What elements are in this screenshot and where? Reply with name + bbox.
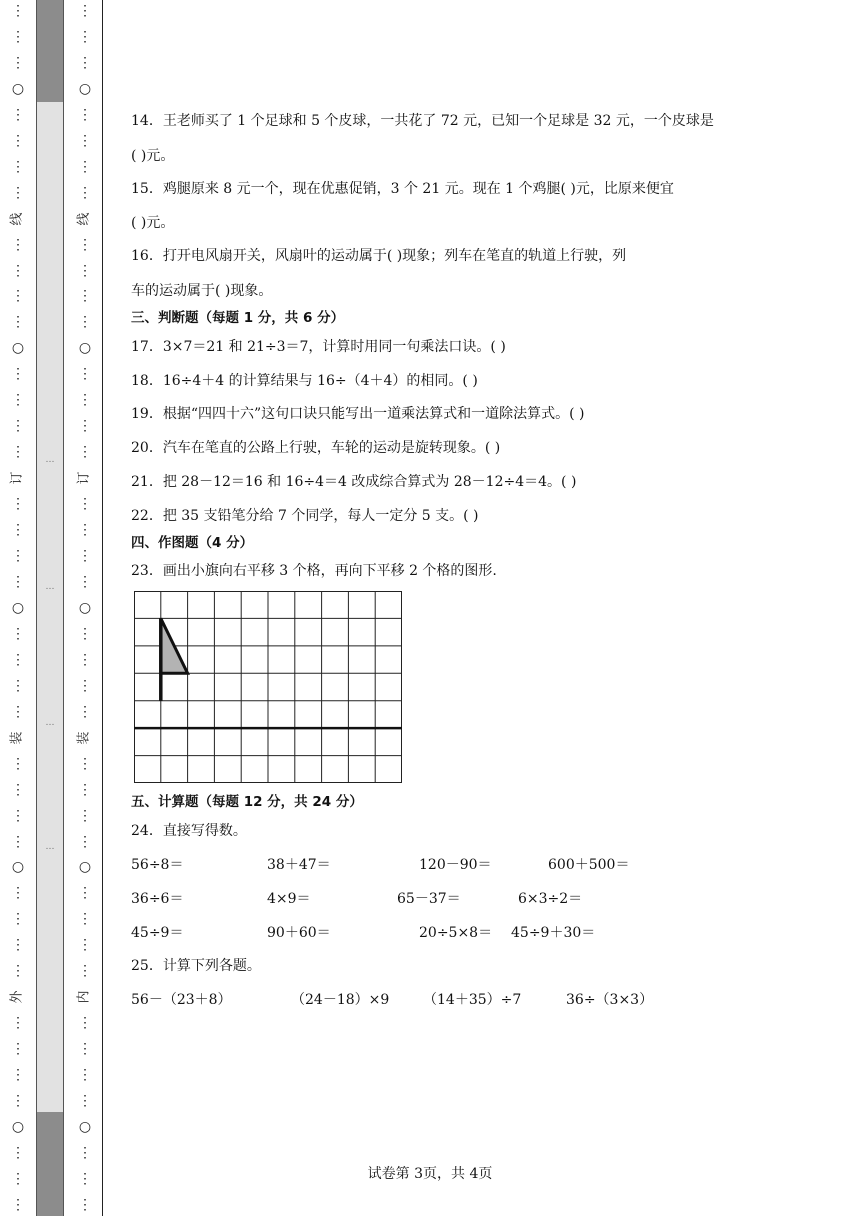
page-footer: 试卷第 3页，共 4页 [367,1166,493,1182]
dot-mark: ⋮ [11,833,25,850]
dot-mark: ⋮ [11,288,25,305]
circle-mark: ○ [11,80,25,97]
question-23: 23．画出小旗向右平移 3 个格，再向下平移 2 个格的图形. [131,563,497,579]
dot-mark: ⋮ [11,703,25,720]
q25-item: （14＋35）÷7 [423,992,522,1008]
binding-label: 装 [76,731,92,745]
section-4-title: 四、作图题（4 分） [131,535,254,551]
calc-item: 36÷6＝ [131,891,184,907]
calc-item: 20÷5×8＝ [419,925,493,941]
dot-mark: ⋮ [11,236,25,253]
question-14-line2: ( )元。 [131,148,175,164]
dot-mark: ⋮ [11,184,25,201]
dot-mark: ⋮ [11,1170,25,1187]
dot-mark: ⋮ [11,963,25,980]
calc-item: 56÷8＝ [131,857,184,873]
dot-mark: ⋮ [11,366,25,383]
dot-mark: ⋮ [78,1170,92,1187]
dot-mark: ⋮ [78,911,92,928]
section-3-title: 三、判断题（每题 1 分，共 6 分） [131,310,345,326]
dot-mark: ⋮ [11,677,25,694]
calc-item: 4×9＝ [267,891,311,907]
binding-margin [0,0,105,1216]
dot-mark: ⋮ [78,755,92,772]
dot-mark: ⋮ [11,262,25,279]
binding-label: 订 [9,471,25,485]
dot-mark: ⋮ [11,132,25,149]
binding-label: 内 [76,990,92,1004]
dot-mark: ⋮ [78,288,92,305]
binding-label: 线 [9,212,25,226]
question-25: 25．计算下列各题。 [131,958,261,974]
question-15-line2: ( )元。 [131,215,175,231]
question-24: 24．直接写得数。 [131,823,247,839]
dot-mark: ⋮ [78,1196,92,1213]
dot-mark: ⋮ [78,236,92,253]
dot-mark: ⋮ [78,625,92,642]
circle-mark: ○ [11,859,25,876]
q25-item: 36÷（3×3） [566,992,654,1008]
dot-mark: ⋮ [78,418,92,435]
binding-label: 订 [76,471,92,485]
dot-mark: ⋮ [78,963,92,980]
circle-mark: ○ [11,599,25,616]
calc-item: 6×3÷2＝ [518,891,583,907]
calc-item: 90＋60＝ [267,925,331,941]
dot-mark: ⋮ [78,522,92,539]
dot-mark: ⋮ [11,651,25,668]
dot-mark: ⋮ [11,885,25,902]
calc-item: 65－37＝ [397,891,461,907]
circle-mark: ○ [78,1118,92,1135]
question-16-line1: 16．打开电风扇开关，风扇叶的运动属于( )现象；列车在笔直的轨道上行驶，列 [131,248,627,264]
dot-mark: ⋮ [78,106,92,123]
dot-mark: ⋮ [11,158,25,175]
question-20: 20．汽车在笔直的公路上行驶，车轮的运动是旋转现象。( ) [131,440,501,456]
dot-mark: ⋮ [11,1041,25,1058]
dot-mark: ⋮ [78,158,92,175]
question-19: 19．根据“四四十六”这句口诀只能写出一道乘法算式和一道除法算式。( ) [131,406,585,422]
dot-mark: ⋮ [11,937,25,954]
dot-mark: ⋮ [11,496,25,513]
dot-mark: ⋮ [78,28,92,45]
circle-mark: ○ [11,1118,25,1135]
circle-mark: ○ [78,859,92,876]
question-16-line2: 车的运动属于( )现象。 [131,283,273,299]
dot-mark: ⋮ [78,132,92,149]
calc-item: 38＋47＝ [267,857,331,873]
dot-mark: ⋮ [78,496,92,513]
dot-mark: ⋮ [78,885,92,902]
circle-mark: ○ [78,340,92,357]
strip-mark: … [45,718,55,728]
binding-strip [36,0,64,1216]
outer-dotted-line [7,0,29,1216]
dot-mark: ⋮ [78,1144,92,1161]
dot-mark: ⋮ [11,573,25,590]
dot-mark: ⋮ [78,1015,92,1032]
inner-dotted-line [74,0,96,1216]
dot-mark: ⋮ [78,677,92,694]
dot-mark: ⋮ [78,833,92,850]
grid-svg [134,591,402,783]
margin-rule [102,0,103,1216]
strip-mark: … [45,455,55,465]
dot-mark: ⋮ [11,1015,25,1032]
question-22: 22．把 35 支铅笔分给 7 个同学，每人一定分 5 支。( ) [131,508,479,524]
dot-mark: ⋮ [11,444,25,461]
dot-mark: ⋮ [11,106,25,123]
dot-mark: ⋮ [78,807,92,824]
strip-dark-top [37,0,63,102]
calc-item: 45÷9＝ [131,925,184,941]
dot-mark: ⋮ [11,755,25,772]
dot-mark: ⋮ [78,1093,92,1110]
dot-mark: ⋮ [78,262,92,279]
dot-mark: ⋮ [78,392,92,409]
dot-mark: ⋮ [11,314,25,331]
strip-mark: … [45,842,55,852]
drawing-grid [134,591,402,783]
q25-item: 56－（23＋8） [131,992,232,1008]
question-17: 17．3×7＝21 和 21÷3＝7，计算时用同一句乘法口诀。( ) [131,339,506,355]
circle-mark: ○ [78,599,92,616]
dot-mark: ⋮ [78,548,92,565]
dot-mark: ⋮ [78,937,92,954]
question-21: 21．把 28－12＝16 和 16÷4＝4 改成综合算式为 28－12÷4＝4。( ) [131,474,577,490]
dot-mark: ⋮ [78,1067,92,1084]
dot-mark: ⋮ [11,548,25,565]
section-5-title: 五、计算题（每题 12 分，共 24 分） [131,794,363,810]
circle-mark: ○ [11,340,25,357]
dot-mark: ⋮ [78,366,92,383]
calc-item: 120－90＝ [419,857,492,873]
binding-label: 装 [9,731,25,745]
dot-mark: ⋮ [11,3,25,19]
calc-item: 600＋500＝ [548,857,630,873]
binding-label: 外 [9,990,25,1004]
dot-mark: ⋮ [11,911,25,928]
dot-mark: ⋮ [11,28,25,45]
dot-mark: ⋮ [78,703,92,720]
dot-mark: ⋮ [11,418,25,435]
dot-mark: ⋮ [11,1067,25,1084]
dot-mark: ⋮ [11,392,25,409]
binding-label: 线 [76,212,92,226]
dot-mark: ⋮ [11,625,25,642]
dot-mark: ⋮ [78,3,92,19]
dot-mark: ⋮ [78,54,92,71]
calc-item: 45÷9＋30＝ [511,925,596,941]
dot-mark: ⋮ [78,314,92,331]
dot-mark: ⋮ [78,781,92,798]
strip-mark: … [45,582,55,592]
dot-mark: ⋮ [11,522,25,539]
dot-mark: ⋮ [78,573,92,590]
question-15-line1: 15．鸡腿原来 8 元一个，现在优惠促销，3 个 21 元。现在 1 个鸡腿( )元，比原来便宜 [131,181,674,197]
dot-mark: ⋮ [11,54,25,71]
dot-mark: ⋮ [78,1041,92,1058]
circle-mark: ○ [78,80,92,97]
dot-mark: ⋮ [78,651,92,668]
dot-mark: ⋮ [11,1144,25,1161]
question-18: 18．16÷4＋4 的计算结果与 16÷（4＋4）的相同。( ) [131,373,478,389]
dot-mark: ⋮ [11,781,25,798]
dot-mark: ⋮ [78,444,92,461]
dot-mark: ⋮ [78,184,92,201]
q25-item: （24－18）×9 [291,992,390,1008]
dot-mark: ⋮ [11,1196,25,1213]
dot-mark: ⋮ [11,1093,25,1110]
question-14-line1: 14．王老师买了 1 个足球和 5 个皮球，一共花了 72 元，已知一个足球是 32 元，一个皮球是 [131,113,714,129]
dot-mark: ⋮ [11,807,25,824]
